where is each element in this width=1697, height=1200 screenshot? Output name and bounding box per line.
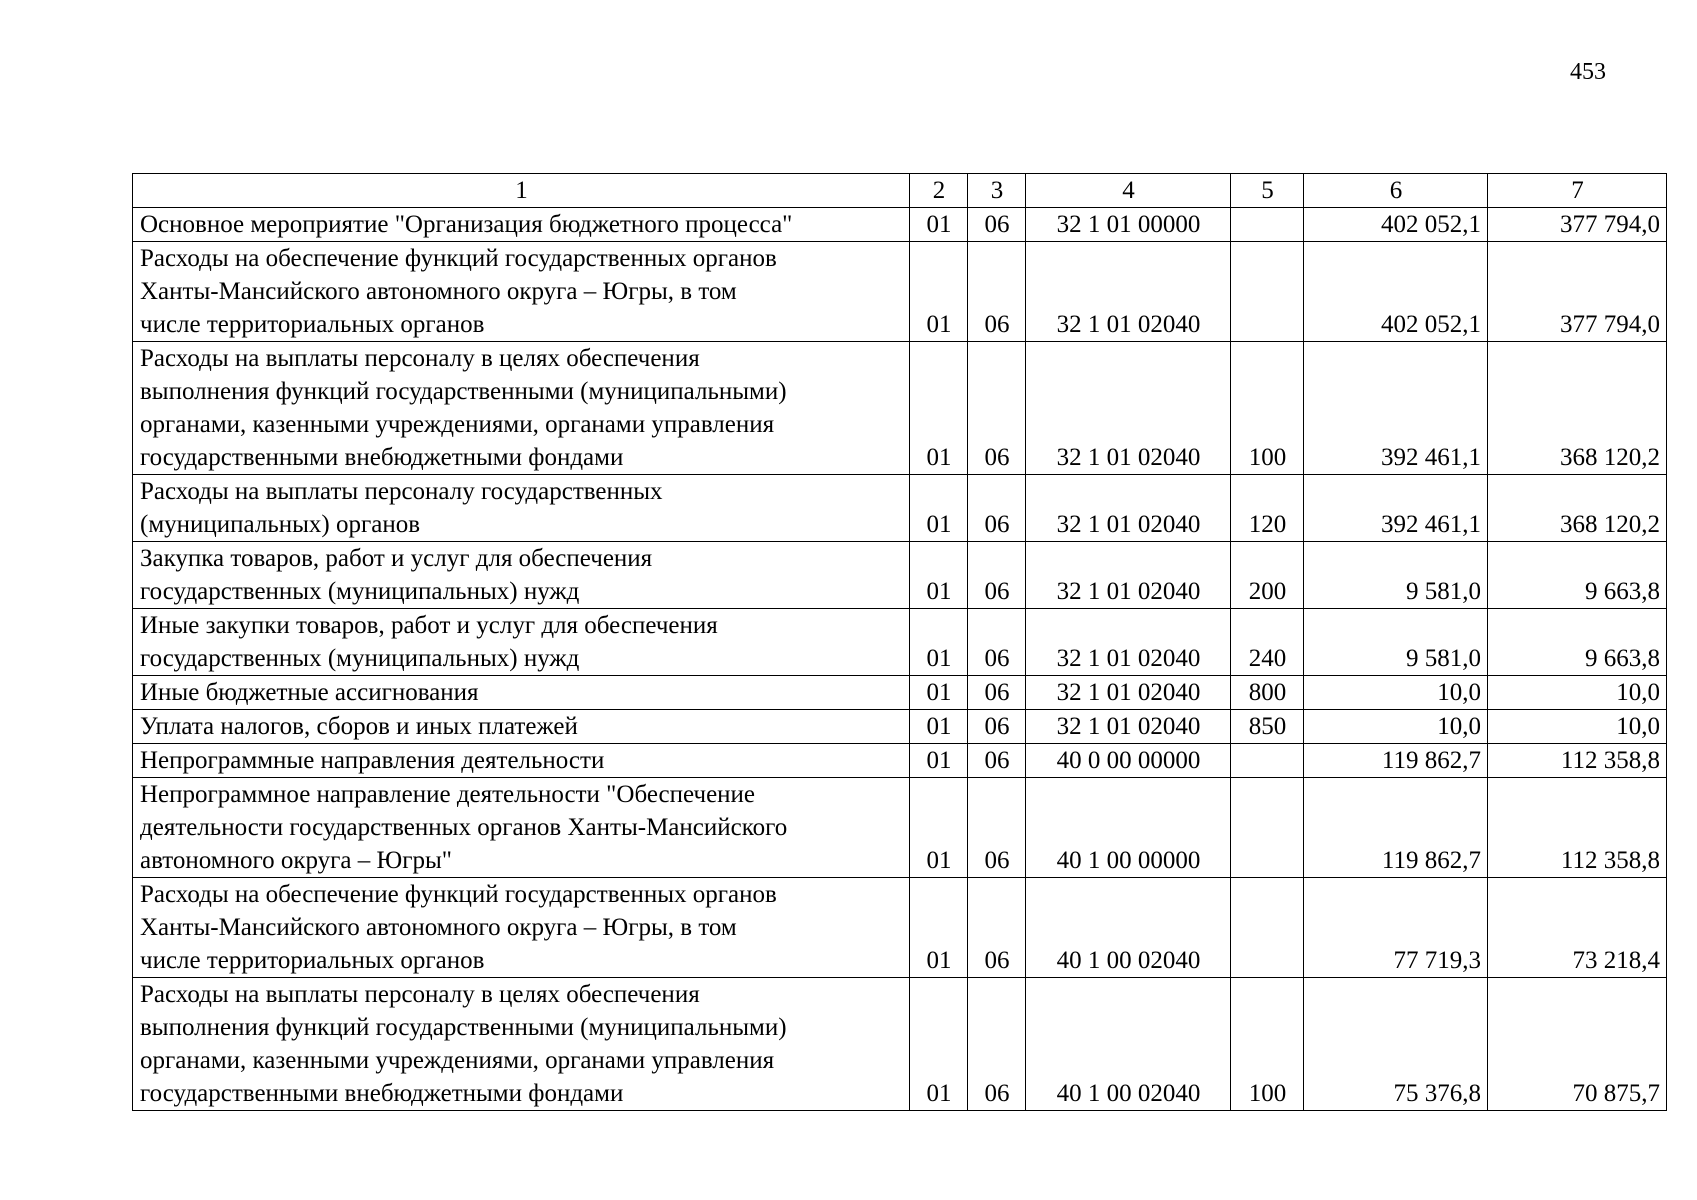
table-row bbox=[133, 208, 1667, 242]
column-header: 3 bbox=[968, 174, 1026, 208]
section-code-cell: 01 bbox=[910, 778, 968, 878]
amount-year2-cell: 368 120,2 bbox=[1488, 342, 1667, 475]
amount-year2-cell: 9 663,8 bbox=[1488, 609, 1667, 676]
subsection-code-cell: 06 bbox=[968, 208, 1026, 242]
expense-name-line: числе территориальных органов bbox=[140, 311, 485, 338]
target-article-cell: 32 1 01 00000 bbox=[1026, 208, 1231, 242]
expense-name-line: Основное мероприятие "Организация бюджетного процесса" bbox=[140, 211, 793, 238]
expense-name-line: числе территориальных органов bbox=[140, 947, 485, 974]
section-code-cell: 01 bbox=[910, 710, 968, 744]
expense-name-line: Уплата налогов, сборов и иных платежей bbox=[140, 713, 578, 740]
target-article-cell: 40 0 00 00000 bbox=[1026, 744, 1231, 778]
amount-year1-cell: 119 862,7 bbox=[1304, 778, 1488, 878]
expense-name-cell bbox=[133, 676, 910, 710]
expense-name-line: Ханты-Мансийского автономного округа – Югры, в том bbox=[140, 914, 737, 941]
subsection-code-cell: 06 bbox=[968, 676, 1026, 710]
target-article-cell: 32 1 01 02040 bbox=[1026, 609, 1231, 676]
page-number: 453 bbox=[1570, 59, 1606, 85]
table-row bbox=[133, 710, 1667, 744]
expense-type-cell: 800 bbox=[1231, 676, 1304, 710]
expense-name-line: Иные закупки товаров, работ и услуг для обеспечения bbox=[140, 612, 718, 639]
expense-name-line: Закупка товаров, работ и услуг для обеспечения bbox=[140, 545, 653, 572]
subsection-code-cell: 06 bbox=[968, 710, 1026, 744]
table-row bbox=[133, 978, 1667, 1111]
section-code-cell: 01 bbox=[910, 475, 968, 542]
amount-year2-cell: 9 663,8 bbox=[1488, 542, 1667, 609]
amount-year1-cell: 392 461,1 bbox=[1304, 475, 1488, 542]
expense-name-cell bbox=[133, 778, 910, 878]
expense-name-cell bbox=[133, 710, 910, 744]
expense-name-line: деятельности государственных органов Ханты-Мансийского bbox=[140, 814, 788, 841]
expense-type-cell bbox=[1231, 208, 1304, 242]
expense-name-cell bbox=[133, 342, 910, 475]
amount-year1-cell: 119 862,7 bbox=[1304, 744, 1488, 778]
amount-year1-cell: 402 052,1 bbox=[1304, 208, 1488, 242]
table-body bbox=[133, 208, 1667, 1111]
expense-type-cell bbox=[1231, 242, 1304, 342]
expense-name-cell bbox=[133, 475, 910, 542]
target-article-cell: 32 1 01 02040 bbox=[1026, 242, 1231, 342]
expense-name-cell bbox=[133, 542, 910, 609]
header-row bbox=[133, 174, 1667, 208]
expense-name-line: Ханты-Мансийского автономного округа – Югры, в том bbox=[140, 278, 737, 305]
expense-type-cell: 240 bbox=[1231, 609, 1304, 676]
expense-type-cell: 200 bbox=[1231, 542, 1304, 609]
expense-type-cell: 120 bbox=[1231, 475, 1304, 542]
expense-name-line: Расходы на выплаты персоналу в целях обеспечения bbox=[140, 345, 700, 372]
column-header: 1 bbox=[133, 174, 910, 208]
subsection-code-cell: 06 bbox=[968, 475, 1026, 542]
subsection-code-cell: 06 bbox=[968, 242, 1026, 342]
amount-year2-cell: 112 358,8 bbox=[1488, 744, 1667, 778]
amount-year2-cell: 377 794,0 bbox=[1488, 242, 1667, 342]
subsection-code-cell: 06 bbox=[968, 542, 1026, 609]
expense-name-line: автономного округа – Югры" bbox=[140, 847, 452, 874]
expense-name-cell bbox=[133, 978, 910, 1111]
target-article-cell: 32 1 01 02040 bbox=[1026, 710, 1231, 744]
expense-type-cell bbox=[1231, 744, 1304, 778]
amount-year2-cell: 10,0 bbox=[1488, 710, 1667, 744]
amount-year1-cell: 10,0 bbox=[1304, 710, 1488, 744]
expense-name-line: Расходы на обеспечение функций государственных органов bbox=[140, 881, 777, 908]
table-row bbox=[133, 342, 1667, 475]
table-row bbox=[133, 878, 1667, 978]
section-code-cell: 01 bbox=[910, 542, 968, 609]
expense-name-line: государственными внебюджетными фондами bbox=[140, 1080, 624, 1107]
section-code-cell: 01 bbox=[910, 208, 968, 242]
amount-year2-cell: 112 358,8 bbox=[1488, 778, 1667, 878]
amount-year2-cell: 377 794,0 bbox=[1488, 208, 1667, 242]
expense-name-line: государственных (муниципальных) нужд bbox=[140, 645, 580, 672]
section-code-cell: 01 bbox=[910, 242, 968, 342]
target-article-cell: 40 1 00 02040 bbox=[1026, 978, 1231, 1111]
target-article-cell: 32 1 01 02040 bbox=[1026, 542, 1231, 609]
expense-name-cell bbox=[133, 744, 910, 778]
amount-year2-cell: 73 218,4 bbox=[1488, 878, 1667, 978]
expense-name-line: государственными внебюджетными фондами bbox=[140, 444, 624, 471]
amount-year1-cell: 10,0 bbox=[1304, 676, 1488, 710]
amount-year1-cell: 9 581,0 bbox=[1304, 542, 1488, 609]
column-header: 5 bbox=[1231, 174, 1304, 208]
amount-year2-cell: 70 875,7 bbox=[1488, 978, 1667, 1111]
column-header: 4 bbox=[1026, 174, 1231, 208]
column-header: 2 bbox=[910, 174, 968, 208]
expense-type-cell: 100 bbox=[1231, 978, 1304, 1111]
subsection-code-cell: 06 bbox=[968, 878, 1026, 978]
expense-name-line: Расходы на выплаты персоналу в целях обеспечения bbox=[140, 981, 700, 1008]
expense-name-cell bbox=[133, 242, 910, 342]
section-code-cell: 01 bbox=[910, 878, 968, 978]
expense-type-cell bbox=[1231, 778, 1304, 878]
target-article-cell: 40 1 00 02040 bbox=[1026, 878, 1231, 978]
subsection-code-cell: 06 bbox=[968, 342, 1026, 475]
expense-type-cell: 100 bbox=[1231, 342, 1304, 475]
amount-year1-cell: 77 719,3 bbox=[1304, 878, 1488, 978]
subsection-code-cell: 06 bbox=[968, 609, 1026, 676]
target-article-cell: 32 1 01 02040 bbox=[1026, 676, 1231, 710]
table-row bbox=[133, 475, 1667, 542]
expense-name-line: Расходы на обеспечение функций государственных органов bbox=[140, 245, 777, 272]
expense-name-cell bbox=[133, 208, 910, 242]
expense-name-cell bbox=[133, 609, 910, 676]
amount-year1-cell: 402 052,1 bbox=[1304, 242, 1488, 342]
expense-name-line: органами, казенными учреждениями, органами управления bbox=[140, 411, 775, 438]
expense-name-line: государственных (муниципальных) нужд bbox=[140, 578, 580, 605]
expense-name-line: Иные бюджетные ассигнования bbox=[140, 679, 479, 706]
section-code-cell: 01 bbox=[910, 342, 968, 475]
table-row bbox=[133, 609, 1667, 676]
expense-name-line: выполнения функций государственными (муниципальными) bbox=[140, 1014, 787, 1041]
expense-name-line: Непрограммные направления деятельности bbox=[140, 747, 605, 774]
expense-name-cell bbox=[133, 878, 910, 978]
section-code-cell: 01 bbox=[910, 609, 968, 676]
subsection-code-cell: 06 bbox=[968, 778, 1026, 878]
section-code-cell: 01 bbox=[910, 676, 968, 710]
expense-name-line: Непрограммное направление деятельности "Обеспечение bbox=[140, 781, 756, 808]
column-header: 7 bbox=[1488, 174, 1667, 208]
amount-year1-cell: 392 461,1 bbox=[1304, 342, 1488, 475]
table-row bbox=[133, 676, 1667, 710]
table-row bbox=[133, 542, 1667, 609]
budget-table bbox=[132, 173, 1667, 1111]
expense-name-line: (муниципальных) органов bbox=[140, 511, 421, 538]
expense-name-line: органами, казенными учреждениями, органами управления bbox=[140, 1047, 775, 1074]
table-row bbox=[133, 242, 1667, 342]
section-code-cell: 01 bbox=[910, 744, 968, 778]
table-row bbox=[133, 744, 1667, 778]
expense-name-line: Расходы на выплаты персоналу государственных bbox=[140, 478, 663, 505]
table-row bbox=[133, 778, 1667, 878]
expense-name-line: выполнения функций государственными (муниципальными) bbox=[140, 378, 787, 405]
amount-year1-cell: 9 581,0 bbox=[1304, 609, 1488, 676]
amount-year1-cell: 75 376,8 bbox=[1304, 978, 1488, 1111]
column-header: 6 bbox=[1304, 174, 1488, 208]
target-article-cell: 32 1 01 02040 bbox=[1026, 342, 1231, 475]
amount-year2-cell: 10,0 bbox=[1488, 676, 1667, 710]
expense-type-cell: 850 bbox=[1231, 710, 1304, 744]
section-code-cell: 01 bbox=[910, 978, 968, 1111]
expense-type-cell bbox=[1231, 878, 1304, 978]
subsection-code-cell: 06 bbox=[968, 744, 1026, 778]
target-article-cell: 32 1 01 02040 bbox=[1026, 475, 1231, 542]
subsection-code-cell: 06 bbox=[968, 978, 1026, 1111]
target-article-cell: 40 1 00 00000 bbox=[1026, 778, 1231, 878]
amount-year2-cell: 368 120,2 bbox=[1488, 475, 1667, 542]
